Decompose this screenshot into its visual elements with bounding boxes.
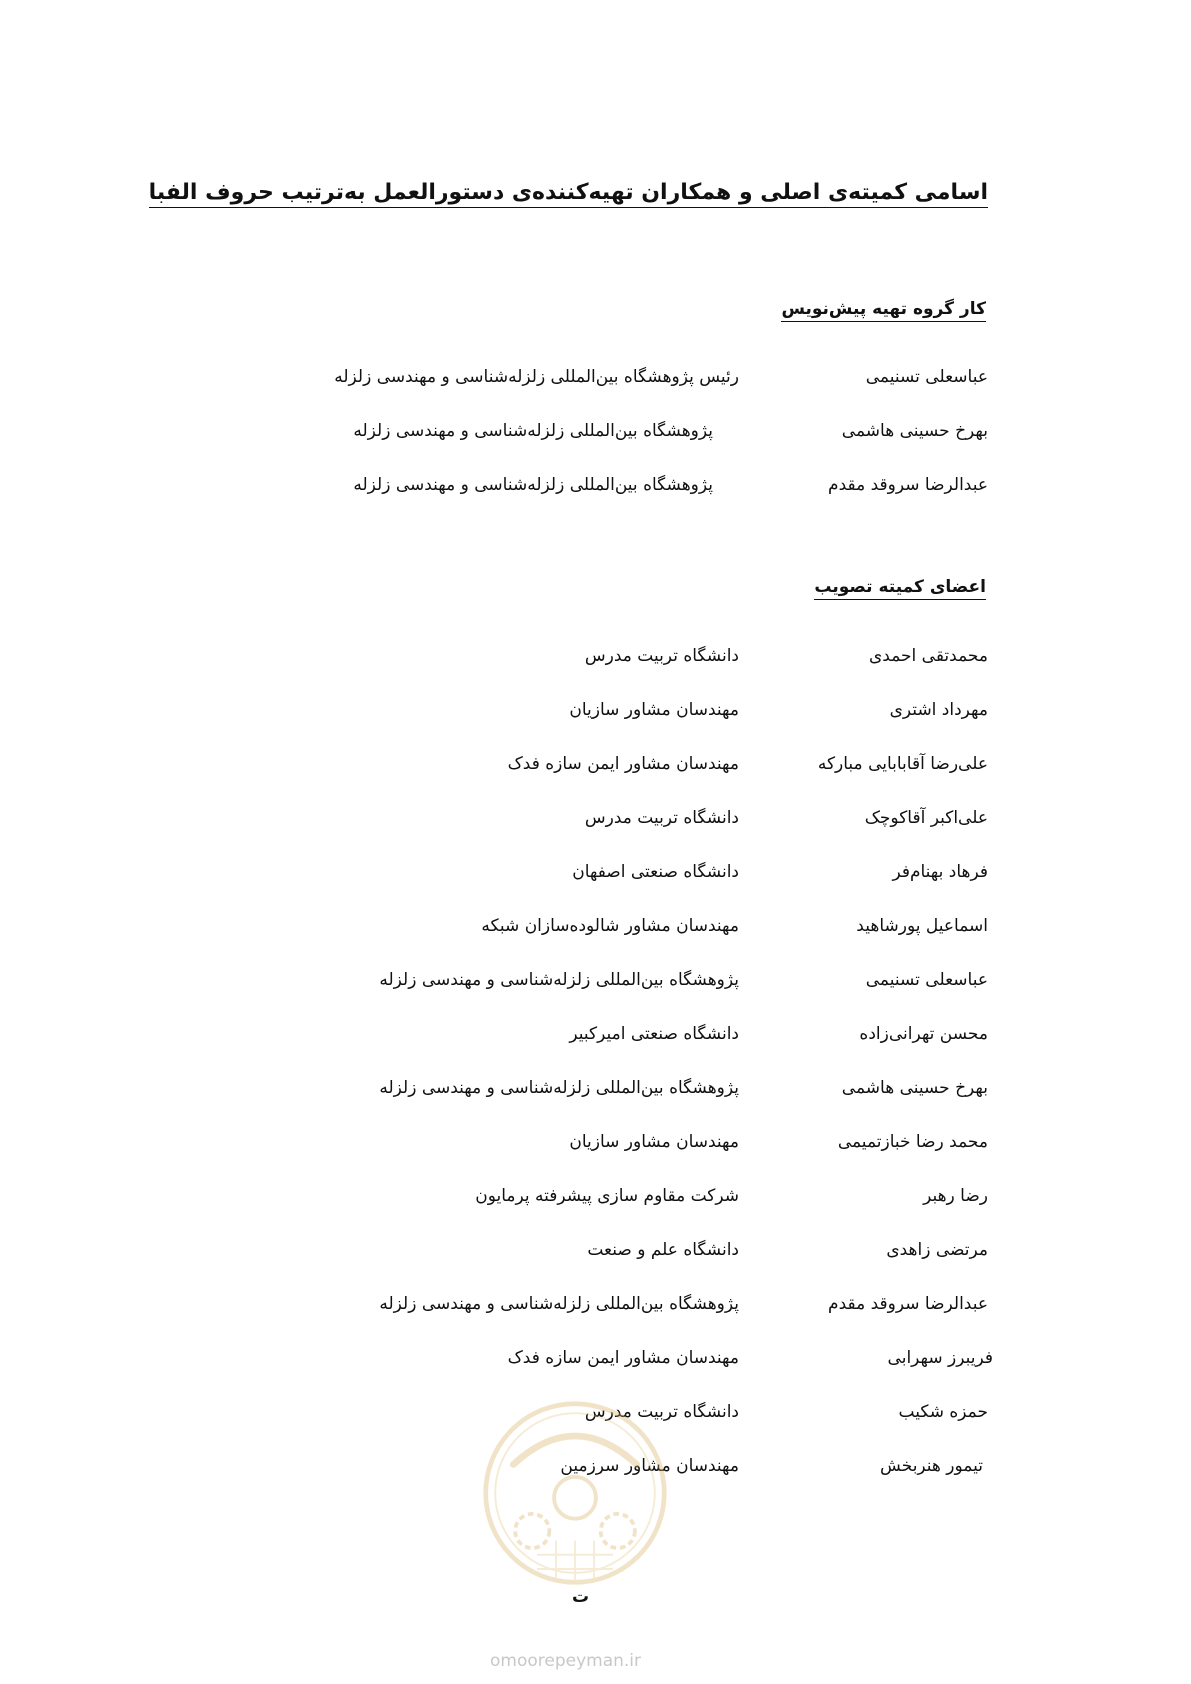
member-row	[0, 416, 1191, 446]
member-row	[0, 1235, 1191, 1265]
member-affiliation: پژوهشگاه بین‌المللی زلزله‌شناسی و مهندسی زلزله	[379, 970, 739, 990]
member-name: محمدتقی احمدی	[868, 646, 988, 666]
member-name: بهرخ حسینی هاشمی	[841, 1078, 988, 1098]
member-affiliation: شرکت مقاوم سازی پیشرفته پرمایون	[475, 1186, 739, 1206]
member-row	[0, 695, 1191, 725]
member-affiliation: دانشگاه علم و صنعت	[587, 1240, 739, 1260]
page-number: ت	[572, 1587, 590, 1607]
member-name: عبدالرضا سروقد مقدم	[828, 1294, 988, 1314]
member-name: محسن تهرانی‌زاده	[859, 1024, 988, 1044]
member-row	[0, 1181, 1191, 1211]
member-name: مهرداد اشتری	[889, 700, 988, 720]
member-name: حمزه شکیب	[898, 1402, 988, 1422]
member-row	[0, 1289, 1191, 1319]
member-affiliation: دانشگاه تربیت مدرس	[584, 1402, 739, 1422]
member-name: محمد رضا خبازتمیمی	[837, 1132, 988, 1152]
member-row	[0, 749, 1191, 779]
member-affiliation: پژوهشگاه بین‌المللی زلزله‌شناسی و مهندسی زلزله	[379, 1294, 739, 1314]
member-row	[0, 1343, 1191, 1373]
member-name: بهرخ حسینی هاشمی	[841, 421, 988, 441]
member-row	[0, 1397, 1191, 1427]
section-heading-drafting-group: کار گروه تهیه پیش‌نویس	[781, 299, 986, 322]
watermark-url: omoorepeyman.ir	[490, 1651, 642, 1671]
member-affiliation: مهندسان مشاور سازیان	[569, 700, 739, 720]
member-row	[0, 1127, 1191, 1157]
member-row	[0, 965, 1191, 995]
member-affiliation: پژوهشگاه بین‌المللی زلزله‌شناسی و مهندسی زلزله	[353, 421, 713, 441]
page-title: اسامی کمیته‌ی اصلی و همکاران تهیه‌کننده‌ی دستورالعمل به‌ترتیب حروف الفبا	[149, 180, 988, 208]
member-name: عبدالرضا سروقد مقدم	[828, 475, 988, 495]
member-affiliation: دانشگاه تربیت مدرس	[584, 808, 739, 828]
member-affiliation: مهندسان مشاور ایمن سازه فدک	[507, 1348, 739, 1368]
member-row	[0, 1019, 1191, 1049]
member-row	[0, 1451, 1191, 1481]
member-affiliation: دانشگاه صنعتی اصفهان	[572, 862, 739, 882]
member-name: رضا رهبر	[923, 1186, 988, 1206]
member-affiliation: مهندسان مشاور ایمن سازه فدک	[507, 754, 739, 774]
member-row	[0, 803, 1191, 833]
member-row	[0, 1073, 1191, 1103]
member-name: اسماعیل پورشاهید	[856, 916, 988, 936]
member-row	[0, 362, 1191, 392]
member-name: علی‌رضا آقابابایی مبارکه	[817, 754, 988, 774]
member-name: فرهاد بهنام‌فر	[892, 862, 988, 882]
member-affiliation: رئیس پژوهشگاه بین‌المللی زلزله‌شناسی و مهندسی زلزله	[334, 367, 739, 387]
member-row	[0, 911, 1191, 941]
member-affiliation: دانشگاه تربیت مدرس	[584, 646, 739, 666]
member-name: عباسعلی تسنیمی	[865, 367, 988, 387]
member-name: فریبرز سهرابی	[887, 1348, 993, 1368]
section-heading-approval-committee: اعضای کمیته تصویب	[814, 577, 986, 600]
member-row	[0, 470, 1191, 500]
member-affiliation: دانشگاه صنعتی امیرکبیر	[569, 1024, 739, 1044]
member-name: تیمور هنربخش	[880, 1456, 983, 1476]
member-affiliation: مهندسان مشاور سرزمین	[560, 1456, 739, 1476]
member-name: علی‌اکبر آقاکوچک	[864, 808, 988, 828]
member-row	[0, 641, 1191, 671]
member-name: مرتضی زاهدی	[886, 1240, 988, 1260]
member-row	[0, 857, 1191, 887]
member-affiliation: مهندسان مشاور سازیان	[569, 1132, 739, 1152]
member-affiliation: مهندسان مشاور شالوده‌سازان شبکه	[481, 916, 739, 936]
member-affiliation: پژوهشگاه بین‌المللی زلزله‌شناسی و مهندسی زلزله	[353, 475, 713, 495]
member-affiliation: پژوهشگاه بین‌المللی زلزله‌شناسی و مهندسی زلزله	[379, 1078, 739, 1098]
member-name: عباسعلی تسنیمی	[865, 970, 988, 990]
